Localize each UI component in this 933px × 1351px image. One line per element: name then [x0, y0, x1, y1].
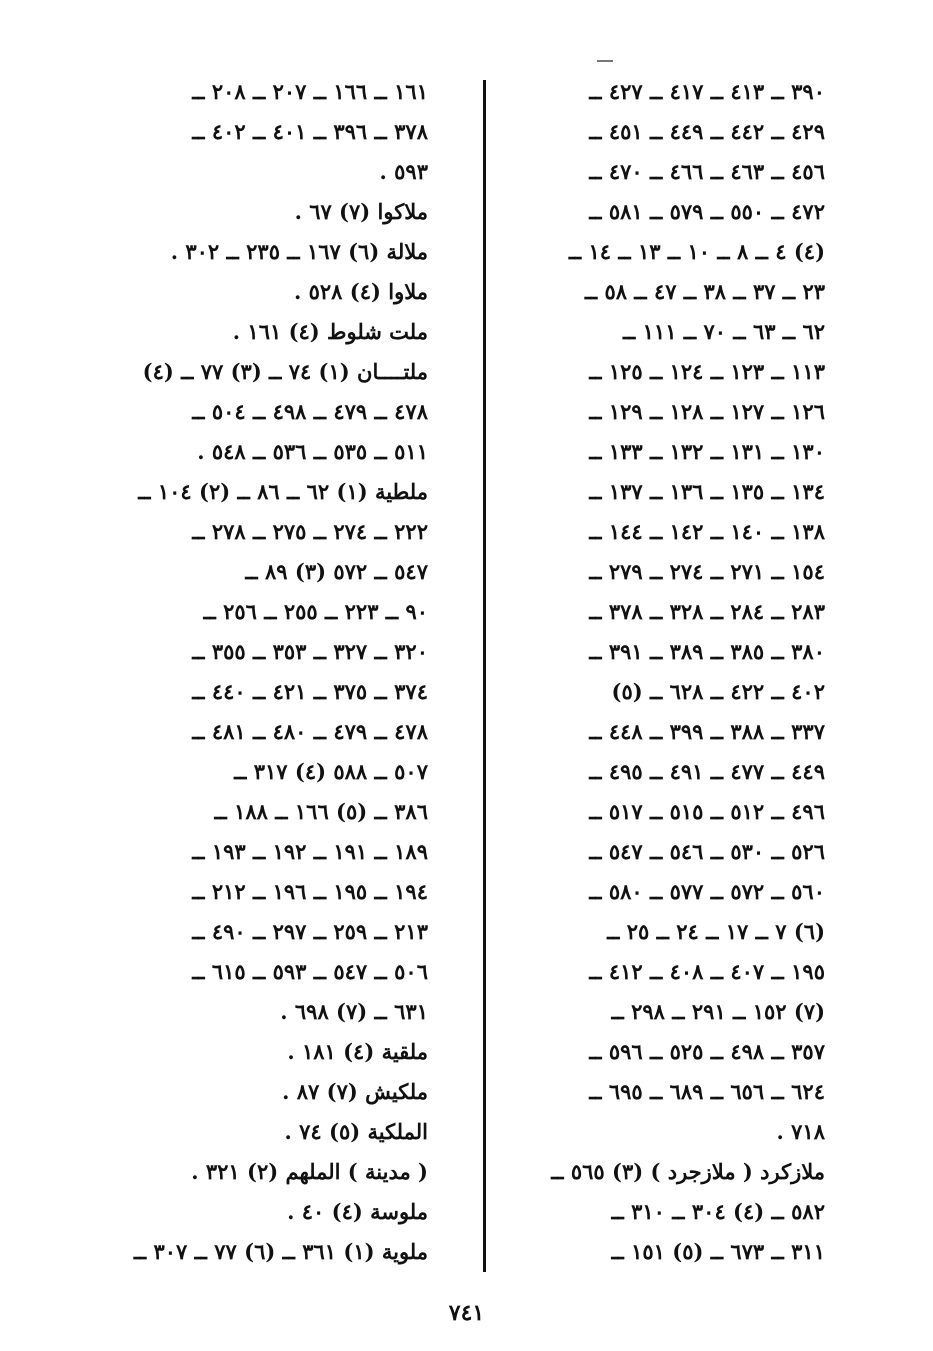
- index-line: ١٦١ ــ ١٦٦ ــ ٢٠٧ ــ ٢٠٨ ــ: [192, 79, 428, 104]
- index-line: ملكيش (٧) ٨٧ .: [282, 1079, 428, 1104]
- index-line: ٥٢٦ ــ ٥٣٠ ــ ٥٤٦ ــ ٥٤٧ ــ: [589, 839, 825, 864]
- index-line: ٥١١ ــ ٥٣٥ ــ ٥٣٦ ــ ٥٤٨ .: [197, 439, 428, 464]
- index-line: ١٩٤ ــ ١٩٥ ــ ١٩٦ ــ ٢١٢ ــ: [192, 879, 428, 904]
- index-line: ملوسة (٤) ٤٠ .: [287, 1199, 428, 1224]
- index-line: ١٥٤ ــ ٢٧١ ــ ٢٧٤ ــ ٢٧٩ ــ: [589, 559, 825, 584]
- index-line: ملازكرد ( ملازجرد ) (٣) ٥٦٥ ــ: [551, 1159, 825, 1184]
- index-line: ملالة (٦) ١٦٧ ــ ٢٣٥ ــ ٣٠٢ .: [170, 239, 428, 264]
- index-line: (٤) ٤ ــ ٨ ــ ١٠ ــ ١٣ ــ ١٤ ــ: [568, 239, 825, 264]
- index-line: ١٣٤ ــ ١٣٥ ــ ١٣٦ ــ ١٣٧ ــ: [589, 479, 825, 504]
- index-line: ٤٥٦ ــ ٤٦٣ ــ ٤٦٦ ــ ٤٧٠ ــ: [589, 159, 825, 184]
- index-line: ٥٠٧ ــ ٥٨٨ (٤) ٣١٧ ــ: [234, 759, 428, 784]
- index-line: ٣٩٠ ــ ٤١٣ ــ ٤١٧ ــ ٤٢٧ ــ: [589, 79, 825, 104]
- index-line: ٣٨٠ ــ ٣٨٥ ــ ٣٨٩ ــ ٣٩١ ــ: [589, 639, 825, 664]
- index-line: ٢١٣ ــ ٢٥٩ ــ ٢٩٧ ــ ٤٩٠ ــ: [192, 919, 428, 944]
- index-line: ٢٢٢ ــ ٢٧٤ ــ ٢٧٥ ــ ٢٧٨ ــ: [192, 519, 428, 544]
- index-line: ( مدينة ) الملهم (٢) ٣٢١ .: [191, 1159, 428, 1184]
- index-line: ٤٢٩ ــ ٤٤٢ ــ ٤٤٩ ــ ٤٥١ ــ: [589, 119, 825, 144]
- index-line: ٤٤٩ ــ ٤٧٧ ــ ٤٩١ ــ ٤٩٥ ــ: [589, 759, 825, 784]
- index-line: ملاوا (٤) ٥٢٨ .: [293, 279, 428, 304]
- index-line: ١٣٨ ــ ١٤٠ ــ ١٤٢ ــ ١٤٤ ــ: [589, 519, 825, 544]
- right-index-column: [510, 72, 825, 1272]
- left-index-column: [33, 72, 428, 1272]
- index-line: ٤٧٢ ــ ٥٥٠ ــ ٥٧٩ ــ ٥٨١ ــ: [589, 199, 825, 224]
- index-line: ٤٩٦ ــ ٥١٢ ــ ٥١٥ ــ ٥١٧ ــ: [589, 799, 825, 824]
- index-line: ٢٣ ــ ٣٧ ــ ٣٨ ــ ٤٧ ــ ٥٨ ــ: [584, 279, 825, 304]
- top-mark: [597, 60, 613, 62]
- index-line: ٣٧٤ ــ ٣٧٥ ــ ٤٢١ ــ ٤٤٠ ــ: [192, 679, 428, 704]
- index-line: ٦٢٤ ــ ٦٥٦ ــ ٦٨٩ ــ ٦٩٥ ــ: [589, 1079, 825, 1104]
- index-line: ٣٧٨ ــ ٣٩٦ ــ ٤٠١ ــ ٤٠٢ ــ: [192, 119, 428, 144]
- index-line: ٥٦٠ ــ ٥٧٢ ــ ٥٧٧ ــ ٥٨٠ ــ: [589, 879, 825, 904]
- index-line: ٦٢ ــ ٦٣ ــ ٧٠ ــ ١١١ ــ: [623, 319, 825, 344]
- index-line: ١٩٥ ــ ٤٠٧ ــ ٤٠٨ ــ ٤١٢ ــ: [589, 959, 825, 984]
- index-line: ٣٥٧ ــ ٤٩٨ ــ ٥٢٥ ــ ٥٩٦ ــ: [589, 1039, 825, 1064]
- index-line: ٣٨٦ ــ (٥) ١٦٦ ــ ١٨٨ ــ: [214, 799, 428, 824]
- index-line: ٤٧٨ ــ ٤٧٩ ــ ٤٨٠ ــ ٤٨١ ــ: [192, 719, 428, 744]
- index-line: ٥٩٣ .: [379, 159, 428, 184]
- column-divider: [483, 80, 486, 1272]
- index-line: ملاكوا (٧) ٦٧ .: [294, 199, 428, 224]
- page-number: ٧٤١: [448, 1300, 485, 1326]
- index-line: ١٣٠ ــ ١٣١ ــ ١٣٢ ــ ١٣٣ ــ: [589, 439, 825, 464]
- index-line: (٧) ١٥٢ ــ ٢٩١ ــ ٢٩٨ ــ: [611, 999, 825, 1024]
- index-line: ملت شلوط (٤) ١٦١ .: [232, 319, 428, 344]
- index-line: الملكية (٥) ٧٤ .: [284, 1119, 428, 1144]
- index-line: ٥٤٧ ــ ٥٧٢ (٣) ٨٩ ــ: [245, 559, 428, 584]
- index-line: ٥٠٦ ــ ٥٤٧ ــ ٥٩٣ ــ ٦١٥ ــ: [192, 959, 428, 984]
- index-line: ٩٠ ــ ٢٢٣ ــ ٢٥٥ ــ ٢٥٦ ــ: [203, 599, 428, 624]
- index-line: ٣٢٠ ــ ٣٢٧ ــ ٣٥٣ ــ ٣٥٥ ــ: [192, 639, 428, 664]
- index-line: ١٢٦ ــ ١٢٧ ــ ١٢٨ ــ ١٢٩ ــ: [589, 399, 825, 424]
- index-line: ٤٠٢ ــ ٤٢٢ ــ ٦٢٨ ــ (٥): [611, 679, 825, 704]
- index-line: ١٨٩ ــ ١٩١ ــ ١٩٢ ــ ١٩٣ ــ: [192, 839, 428, 864]
- index-line: ملوية (١) ٣٦١ ــ (٦) ٧٧ ــ ٣٠٧ ــ: [133, 1239, 428, 1264]
- index-line: (٦) ٧ ــ ١٧ ــ ٢٤ ــ ٢٥ ــ: [607, 919, 825, 944]
- index-line: ٤٧٨ ــ ٤٧٩ ــ ٤٩٨ ــ ٥٠٤ ــ: [192, 399, 428, 424]
- index-line: ١١٣ ــ ١٢٣ ــ ١٢٤ ــ ١٢٥ ــ: [589, 359, 825, 384]
- index-line: ٥٨٢ ــ (٤) ٣٠٤ ــ ٣١٠ ــ: [611, 1199, 825, 1224]
- index-line: ٢٨٣ ــ ٢٨٤ ــ ٣٢٨ ــ ٣٧٨ ــ: [589, 599, 825, 624]
- index-line: ٣١١ ــ ٦٧٣ ــ (٥) ١٥١ ــ: [611, 1239, 825, 1264]
- index-line: ٧١٨ .: [776, 1119, 825, 1144]
- index-line: ملتــــان (١) ٧٤ ــ (٣) ٧٧ ــ (٤): [142, 359, 428, 384]
- index-line: ملطية (١) ٦٢ ــ ٨٦ ــ (٢) ١٠٤ ــ: [138, 479, 428, 504]
- index-line: ٣٣٧ ــ ٣٨٨ ــ ٣٩٩ ــ ٤٤٨ ــ: [589, 719, 825, 744]
- index-line: ٦٣١ ــ (٧) ٦٩٨ .: [280, 999, 428, 1024]
- index-line: ملقية (٤) ١٨١ .: [287, 1039, 428, 1064]
